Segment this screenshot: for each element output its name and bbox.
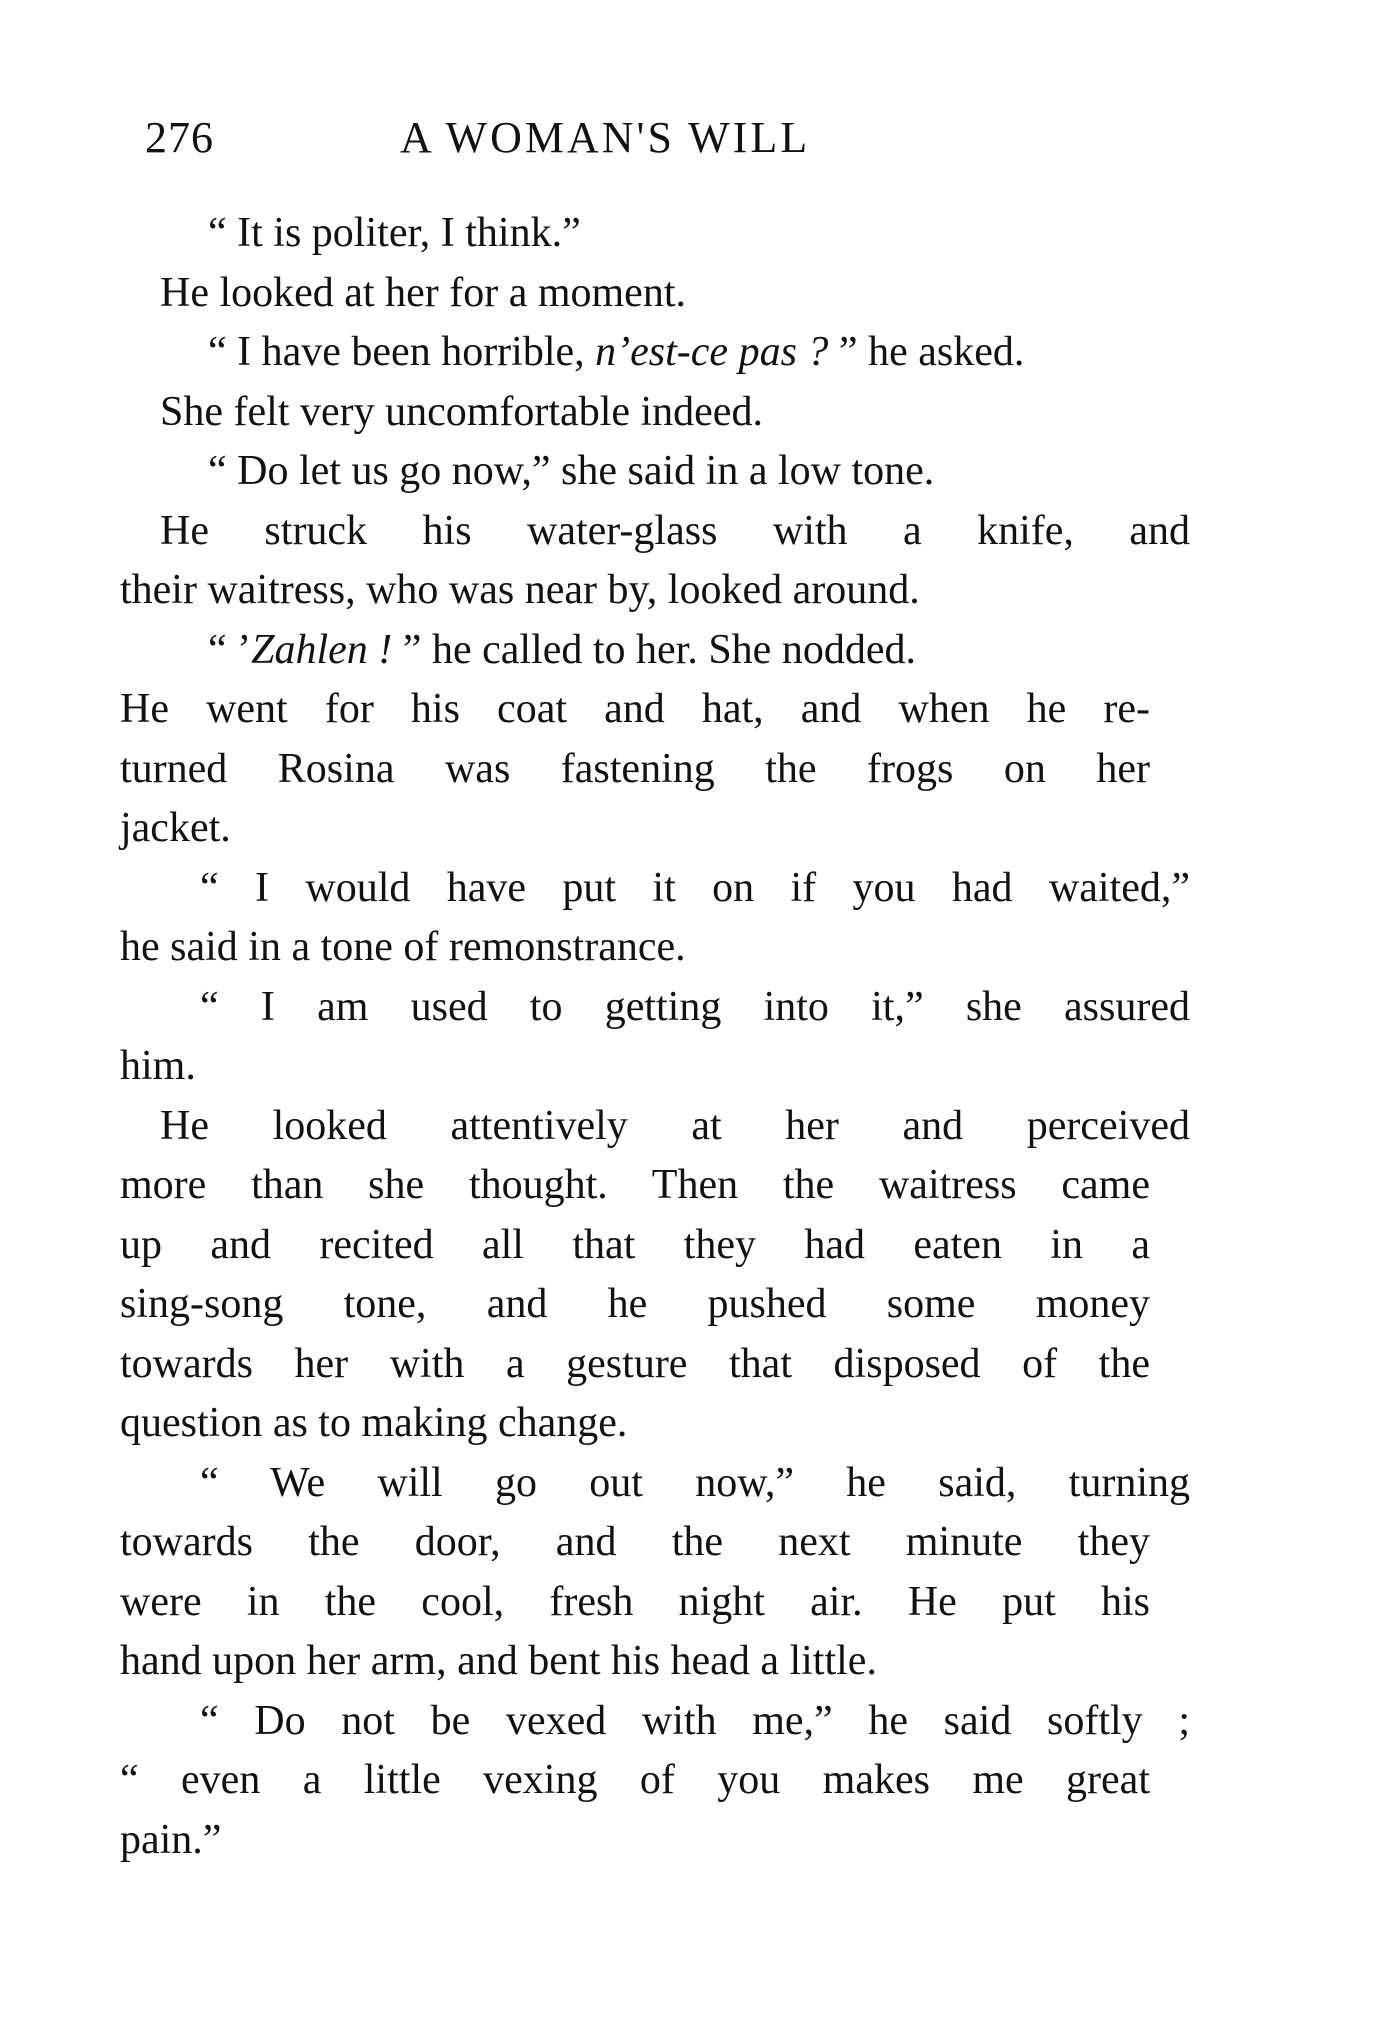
page-header bbox=[145, 112, 1205, 182]
text-segment: “ ’ bbox=[208, 626, 252, 673]
text-line: “ even a little vexing of you makes me great bbox=[120, 1757, 1150, 1803]
text-line: He went for his coat and hat, and when he re- bbox=[120, 686, 1150, 732]
page-number: 276 bbox=[145, 113, 214, 162]
text-line: he said in a tone of remonstrance. bbox=[120, 924, 686, 970]
italic-phrase: n’est-ce pas ? bbox=[595, 329, 829, 375]
text-line: more than she thought. Then the waitress came bbox=[120, 1162, 1150, 1208]
text-line: towards her with a gesture that disposed of the bbox=[120, 1340, 1150, 1387]
text-segment: ” he called to her. She nodded. bbox=[392, 626, 916, 673]
text-line: “ I am used to getting into it,” she assured bbox=[200, 983, 1190, 1030]
text-line: pain.” bbox=[120, 1816, 222, 1863]
text-line: their waitress, who was near by, looked around. bbox=[120, 567, 920, 613]
text-line: question as to making change. bbox=[120, 1400, 628, 1446]
text-segment: “ I have been horrible, bbox=[208, 329, 596, 375]
text-line: “ We will go out now,” he said, turning bbox=[200, 1459, 1190, 1506]
text-line: towards the door, and the next minute they bbox=[120, 1519, 1150, 1565]
text-line: “ Do let us go now,” she said in a low tone. bbox=[208, 448, 935, 494]
text-line: “ It is politer, I think.” bbox=[208, 210, 581, 256]
text-line: up and recited all that they had eaten in a bbox=[120, 1221, 1150, 1268]
text-line: She felt very uncomfortable indeed. bbox=[160, 388, 763, 435]
text-line: He looked at her for a moment. bbox=[160, 269, 686, 316]
text-line: He looked attentively at her and perceived bbox=[160, 1102, 1190, 1149]
text-line bbox=[160, 621, 1190, 681]
text-line bbox=[160, 323, 1190, 383]
italic-phrase: Zahlen ! bbox=[251, 626, 393, 673]
text-line: turned Rosina was fastening the frogs on her bbox=[120, 745, 1150, 792]
text-line: He struck his water-glass with a knife, and bbox=[160, 507, 1190, 554]
text-line: were in the cool, fresh night air. He put his bbox=[120, 1578, 1150, 1625]
text-segment: ” he asked. bbox=[828, 329, 1025, 375]
text-line: jacket. bbox=[120, 805, 231, 851]
text-line: him. bbox=[120, 1043, 196, 1089]
text-line: sing-song tone, and he pushed some money bbox=[120, 1281, 1150, 1327]
body-text bbox=[120, 204, 1190, 1870]
text-line: hand upon her arm, and bent his head a little. bbox=[120, 1638, 877, 1684]
running-title: A WOMAN'S WILL bbox=[400, 113, 811, 162]
text-line: “ Do not be vexed with me,” he said softly ; bbox=[200, 1697, 1190, 1744]
text-line: “ I would have put it on if you had waited,” bbox=[200, 864, 1190, 911]
